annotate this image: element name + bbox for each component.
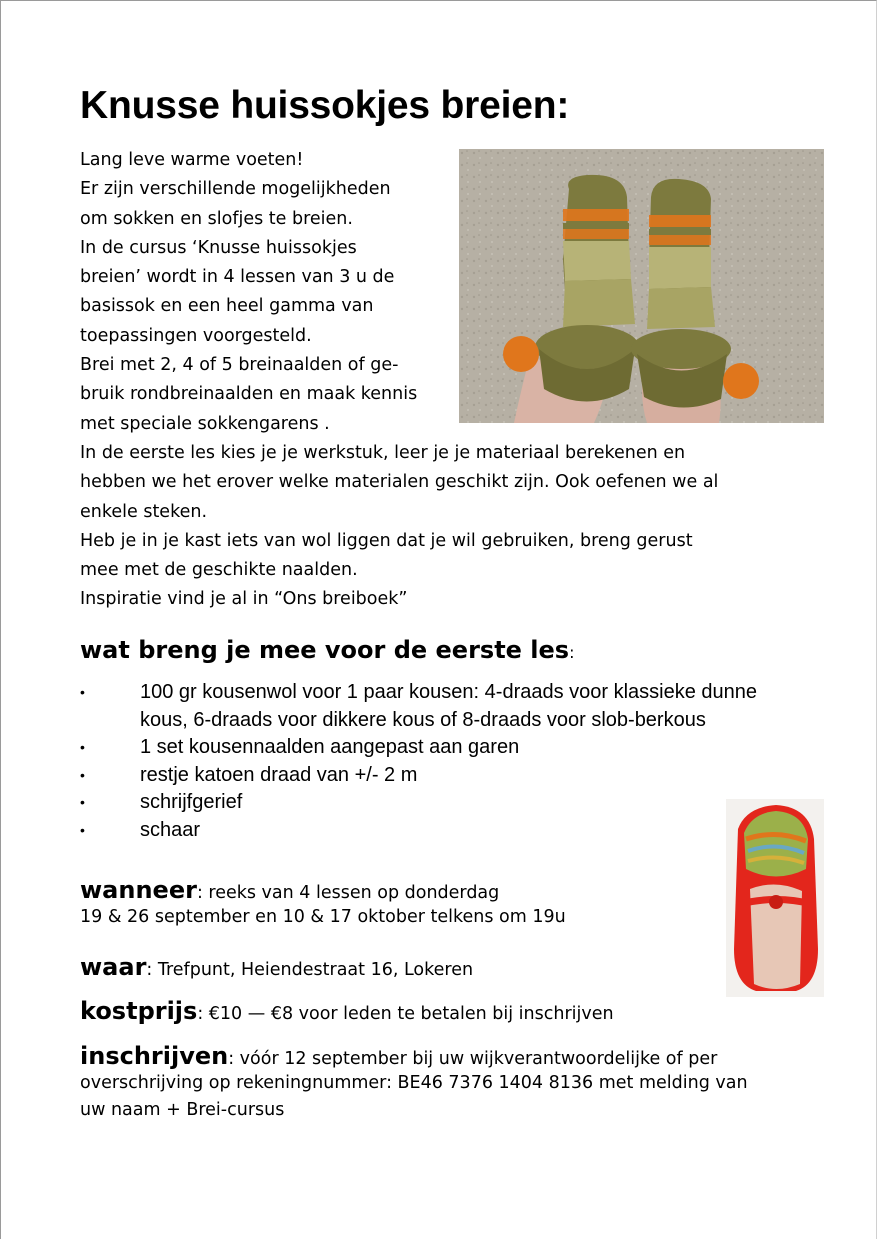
where-text: : Trefpunt, Heiendestraat 16, Lokeren [146, 960, 474, 980]
intro-line: bruik rondbreinaalden en maak kennis [80, 384, 418, 405]
register-text: : vóór 12 september bij uw wijkverantwoordelijke of per [228, 1049, 718, 1069]
intro-line: Er zijn verschillende mogelijkheden [80, 179, 391, 200]
when-label: wanneer [80, 876, 197, 904]
intro-line: mee met de geschikte naalden. [80, 560, 358, 581]
when-info [80, 876, 566, 931]
cost-label: kostprijs [80, 997, 198, 1025]
list-item [80, 679, 800, 734]
bullet-icon: • [80, 739, 85, 755]
intro-line: Lang leve warme voeten! [80, 150, 304, 170]
intro-line: Inspiratie vind je al in “Ons breiboek” [80, 589, 408, 610]
where-label: waar [80, 953, 147, 981]
list-item [80, 734, 800, 762]
intro-line: toepassingen voorgesteld. [80, 325, 312, 346]
register-info [80, 1042, 748, 1124]
bullet-icon: • [80, 684, 85, 700]
register-label: inschrijven [80, 1042, 229, 1070]
supplies-heading [80, 636, 574, 664]
register-line3: uw naam + Brei-cursus [80, 1100, 285, 1120]
register-line2: overschrijving op rekeningnummer: BE46 7376 1404 8136 met melding van [80, 1073, 748, 1093]
intro-line: basissok en een heel gamma van [80, 296, 374, 317]
intro-line: In de cursus ‘Knusse huissokjes [80, 237, 357, 258]
when-dates: 19 & 26 september en 10 & 17 oktober telkens om 19u [80, 907, 566, 927]
supplies-list [80, 679, 800, 844]
intro-line: Heb je in je kast iets van wol liggen dat je wil gebruiken, breng gerust [80, 530, 693, 551]
list-item-text: restje katoen draad van +/- 2 m [140, 763, 418, 786]
list-item-text: schrijfgerief [140, 791, 243, 813]
list-item [80, 762, 800, 790]
where-info [80, 953, 473, 981]
knitted-socks-photo [459, 149, 824, 423]
cost-text: : €10 — €8 voor leden te betalen bij inschrijven [197, 1004, 614, 1024]
when-text: : reeks van 4 lessen op donderdag [196, 883, 500, 903]
intro-line: enkele steken. [80, 501, 208, 522]
list-item-text: schaar [140, 818, 201, 841]
bullet-icon: • [80, 794, 85, 810]
list-item-text: 100 gr kousenwol voor 1 paar kousen: 4-draads voor klassieke dunne kous, 6-draads voor dikkere kous of 8-draads voor slob-berkous [140, 681, 758, 731]
page-title: Knusse huissokjes breien: [80, 84, 570, 127]
intro-line: In de eerste les kies je je werkstuk, leer je je materiaal berekenen en [80, 442, 686, 463]
intro-line: Brei met 2, 4 of 5 breinaalden of ge- [80, 355, 399, 376]
intro-line: met speciale sokkengarens . [80, 413, 330, 434]
bullet-icon: • [80, 821, 85, 838]
bullet-icon: • [80, 766, 85, 783]
list-item [80, 789, 800, 817]
intro-line: hebben we het erover welke materialen geschikt zijn. Ook oefenen we al [80, 472, 719, 493]
slipper-photo [726, 799, 824, 997]
cost-info [80, 997, 614, 1025]
list-item [80, 817, 800, 845]
supplies-heading-colon: : [569, 643, 575, 662]
supplies-heading-text: wat breng je mee voor de eerste les [80, 636, 570, 664]
intro-line: breien’ wordt in 4 lessen van 3 u de [80, 267, 395, 288]
intro-line: om sokken en slofjes te breien. [80, 208, 353, 229]
list-item-text: 1 set kousennaalden aangepast aan garen [140, 736, 520, 758]
